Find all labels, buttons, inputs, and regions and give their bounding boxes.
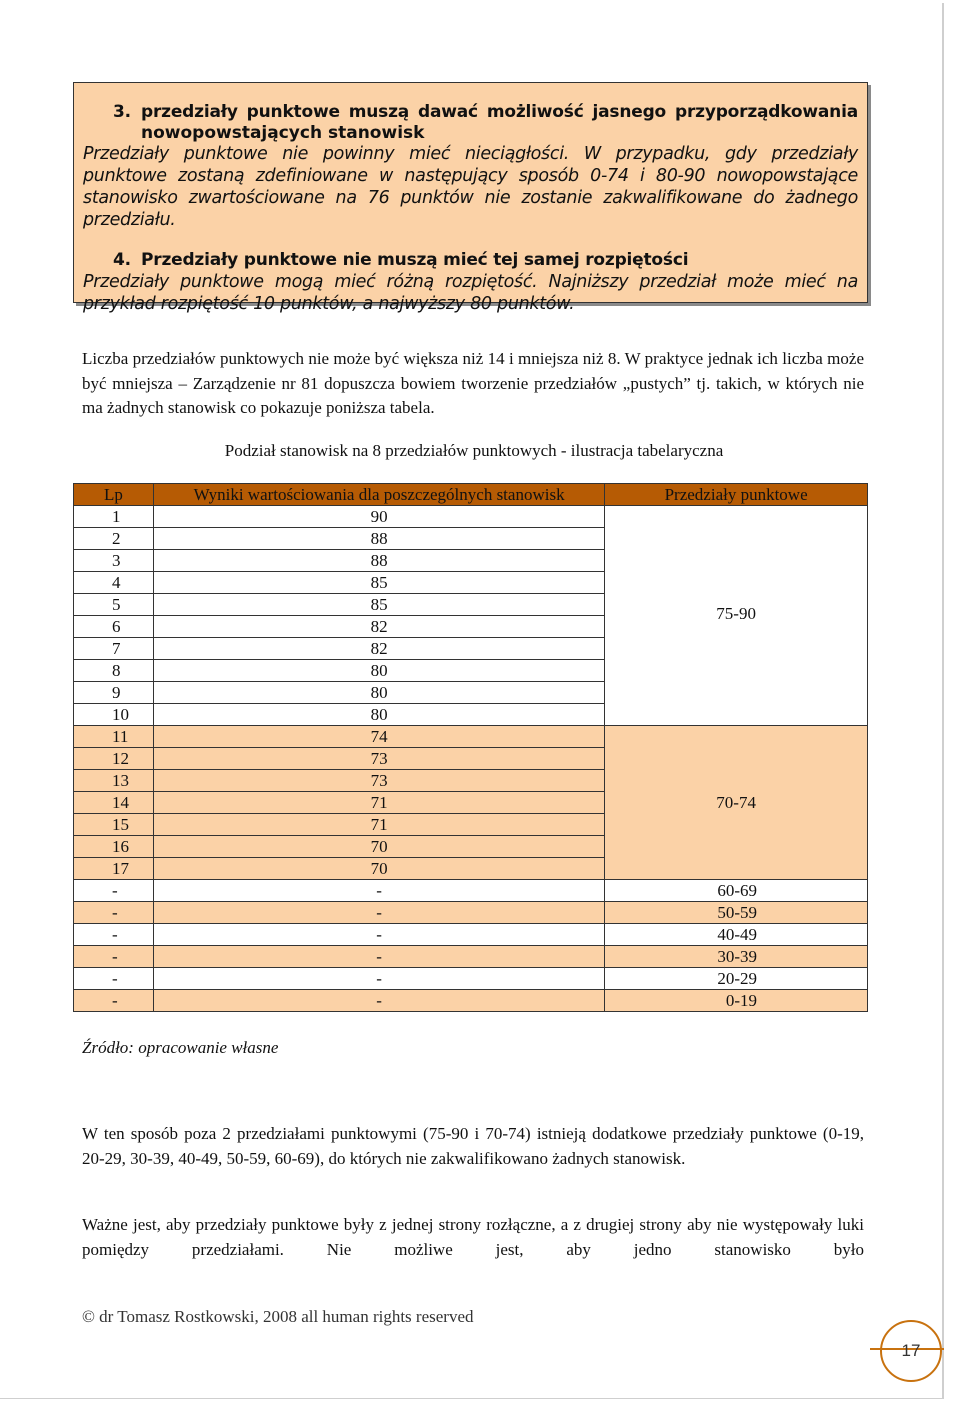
paragraph-disjoint — [82, 1213, 864, 1262]
cell-lp: - — [74, 902, 154, 924]
item-3-title-line2: nowopowstających stanowisk — [141, 123, 425, 143]
cell-result: 70 — [153, 836, 604, 858]
item-3-text: Przedziały punktowe nie powinny mieć nieciągłości. W przypadku, gdy przedziały punktowe zostaną zdefiniowane w następujący sposób 0-74 i 80-90 nowopowstające stanowisko zwartościowane na 76 punktów nie zostanie zakwalifikowane do żadnego przedziału. — [83, 144, 858, 230]
cell-lp: 15 — [74, 814, 154, 836]
cell-result: 71 — [153, 792, 604, 814]
paragraph-disjoint-text: Ważne jest, aby przedziały punktowe były z jednej strony rozłączne, a z drugiej strony aby nie występowały luki pomiędzy przedziałami. Nie możliwe jest, aby jedno stanowisko było — [82, 1215, 864, 1259]
cell-result: - — [153, 990, 604, 1012]
item-4-heading — [83, 250, 858, 271]
cell-lp: 16 — [74, 836, 154, 858]
cell-interval: 40-49 — [605, 924, 868, 946]
cell-lp: - — [74, 990, 154, 1012]
copyright-footer: © dr Tomasz Rostkowski, 2008 all human rights reserved — [82, 1307, 474, 1326]
item-3-title-line1: przedziały punktowe muszą dawać możliwość jasnego przyporządkowania — [141, 102, 858, 122]
cell-result: - — [153, 968, 604, 990]
cell-interval: 20-29 — [605, 968, 868, 990]
cell-lp: 14 — [74, 792, 154, 814]
paragraph-empty-intervals: W ten sposób poza 2 przedziałami punktowymi (75-90 i 70-74) istnieją dodatkowe przedziały punktowe (0-19, 20-29, 30-39, 40-49, 50-59, 60-69), do których nie zakwalifikowano żadnych stanowisk. — [82, 1124, 864, 1168]
cell-result: 82 — [153, 638, 604, 660]
item-4-title: Przedziały punktowe nie muszą mieć tej samej rozpiętości — [141, 250, 689, 270]
cell-result: 85 — [153, 572, 604, 594]
cell-result: - — [153, 924, 604, 946]
item-4-text: Przedziały punktowe mogą mieć różną rozpiętość. Najniższy przedział może mieć na przykład rozpiętość 10 punktów, a najwyższy 80 punktów. — [83, 272, 858, 314]
cell-interval: 50-59 — [605, 902, 868, 924]
intervals-table — [73, 483, 868, 1012]
item-4-number: 4. — [113, 250, 131, 270]
item-3-number: 3. — [113, 102, 131, 122]
cell-lp: 8 — [74, 660, 154, 682]
cell-lp: 2 — [74, 528, 154, 550]
cell-result: 73 — [153, 748, 604, 770]
page-number: 17 — [901, 1341, 921, 1360]
cell-lp: 6 — [74, 616, 154, 638]
cell-result: 74 — [153, 726, 604, 748]
cell-result: - — [153, 946, 604, 968]
table-row — [74, 506, 868, 528]
cell-interval: 30-39 — [605, 946, 868, 968]
cell-lp: 5 — [74, 594, 154, 616]
cell-result: 80 — [153, 704, 604, 726]
cell-result: - — [153, 880, 604, 902]
cell-lp: - — [74, 968, 154, 990]
cell-lp: 13 — [74, 770, 154, 792]
cell-lp: 17 — [74, 858, 154, 880]
table-row — [74, 946, 868, 968]
cell-lp: 1 — [74, 506, 154, 528]
cell-lp: 11 — [74, 726, 154, 748]
cell-result: 88 — [153, 550, 604, 572]
cell-lp: 9 — [74, 682, 154, 704]
cell-lp: - — [74, 880, 154, 902]
cell-result: 71 — [153, 814, 604, 836]
cell-result: 82 — [153, 616, 604, 638]
header-results: Wyniki wartościowania dla poszczególnych stanowisk — [153, 484, 604, 506]
highlight-box — [73, 82, 868, 314]
table-row — [74, 880, 868, 902]
cell-result: 80 — [153, 682, 604, 704]
table-row — [74, 968, 868, 990]
source-note: Źródło: opracowanie własne — [82, 1038, 279, 1057]
cell-lp: 12 — [74, 748, 154, 770]
cell-result: 73 — [153, 770, 604, 792]
cell-result: 70 — [153, 858, 604, 880]
table-row — [74, 990, 868, 1012]
cell-interval: 0-19 — [605, 990, 868, 1012]
header-lp: Lp — [74, 484, 154, 506]
page-number-badge — [880, 1320, 942, 1382]
cell-lp: 4 — [74, 572, 154, 594]
cell-lp: 7 — [74, 638, 154, 660]
cell-result: - — [153, 902, 604, 924]
table-row — [74, 924, 868, 946]
table-row — [74, 726, 868, 748]
cell-interval: 60-69 — [605, 880, 868, 902]
cell-result: 90 — [153, 506, 604, 528]
cell-result: 80 — [153, 660, 604, 682]
cell-lp: - — [74, 946, 154, 968]
table-row — [74, 902, 868, 924]
cell-result: 88 — [153, 528, 604, 550]
cell-lp: - — [74, 924, 154, 946]
paragraph-intervals-count: Liczba przedziałów punktowych nie może być większa niż 14 i mniejsza niż 8. W praktyce jednak ich liczba może być mniejsza – Zarządzenie nr 81 dopuszcza bowiem tworzenie przedziałów „pustych” tj. takich, w których nie ma żadnych stanowisk co pokazuje poniższa tabela. — [82, 349, 864, 417]
cell-lp: 10 — [74, 704, 154, 726]
item-3-heading — [83, 102, 858, 123]
cell-result: 85 — [153, 594, 604, 616]
table-caption: Podział stanowisk na 8 przedziałów punktowych - ilustracja tabelaryczna — [224, 441, 724, 460]
cell-lp: 3 — [74, 550, 154, 572]
cell-interval-group: 70-74 — [605, 726, 868, 880]
header-intervals: Przedziały punktowe — [605, 484, 868, 506]
cell-interval-group: 75-90 — [605, 506, 868, 726]
